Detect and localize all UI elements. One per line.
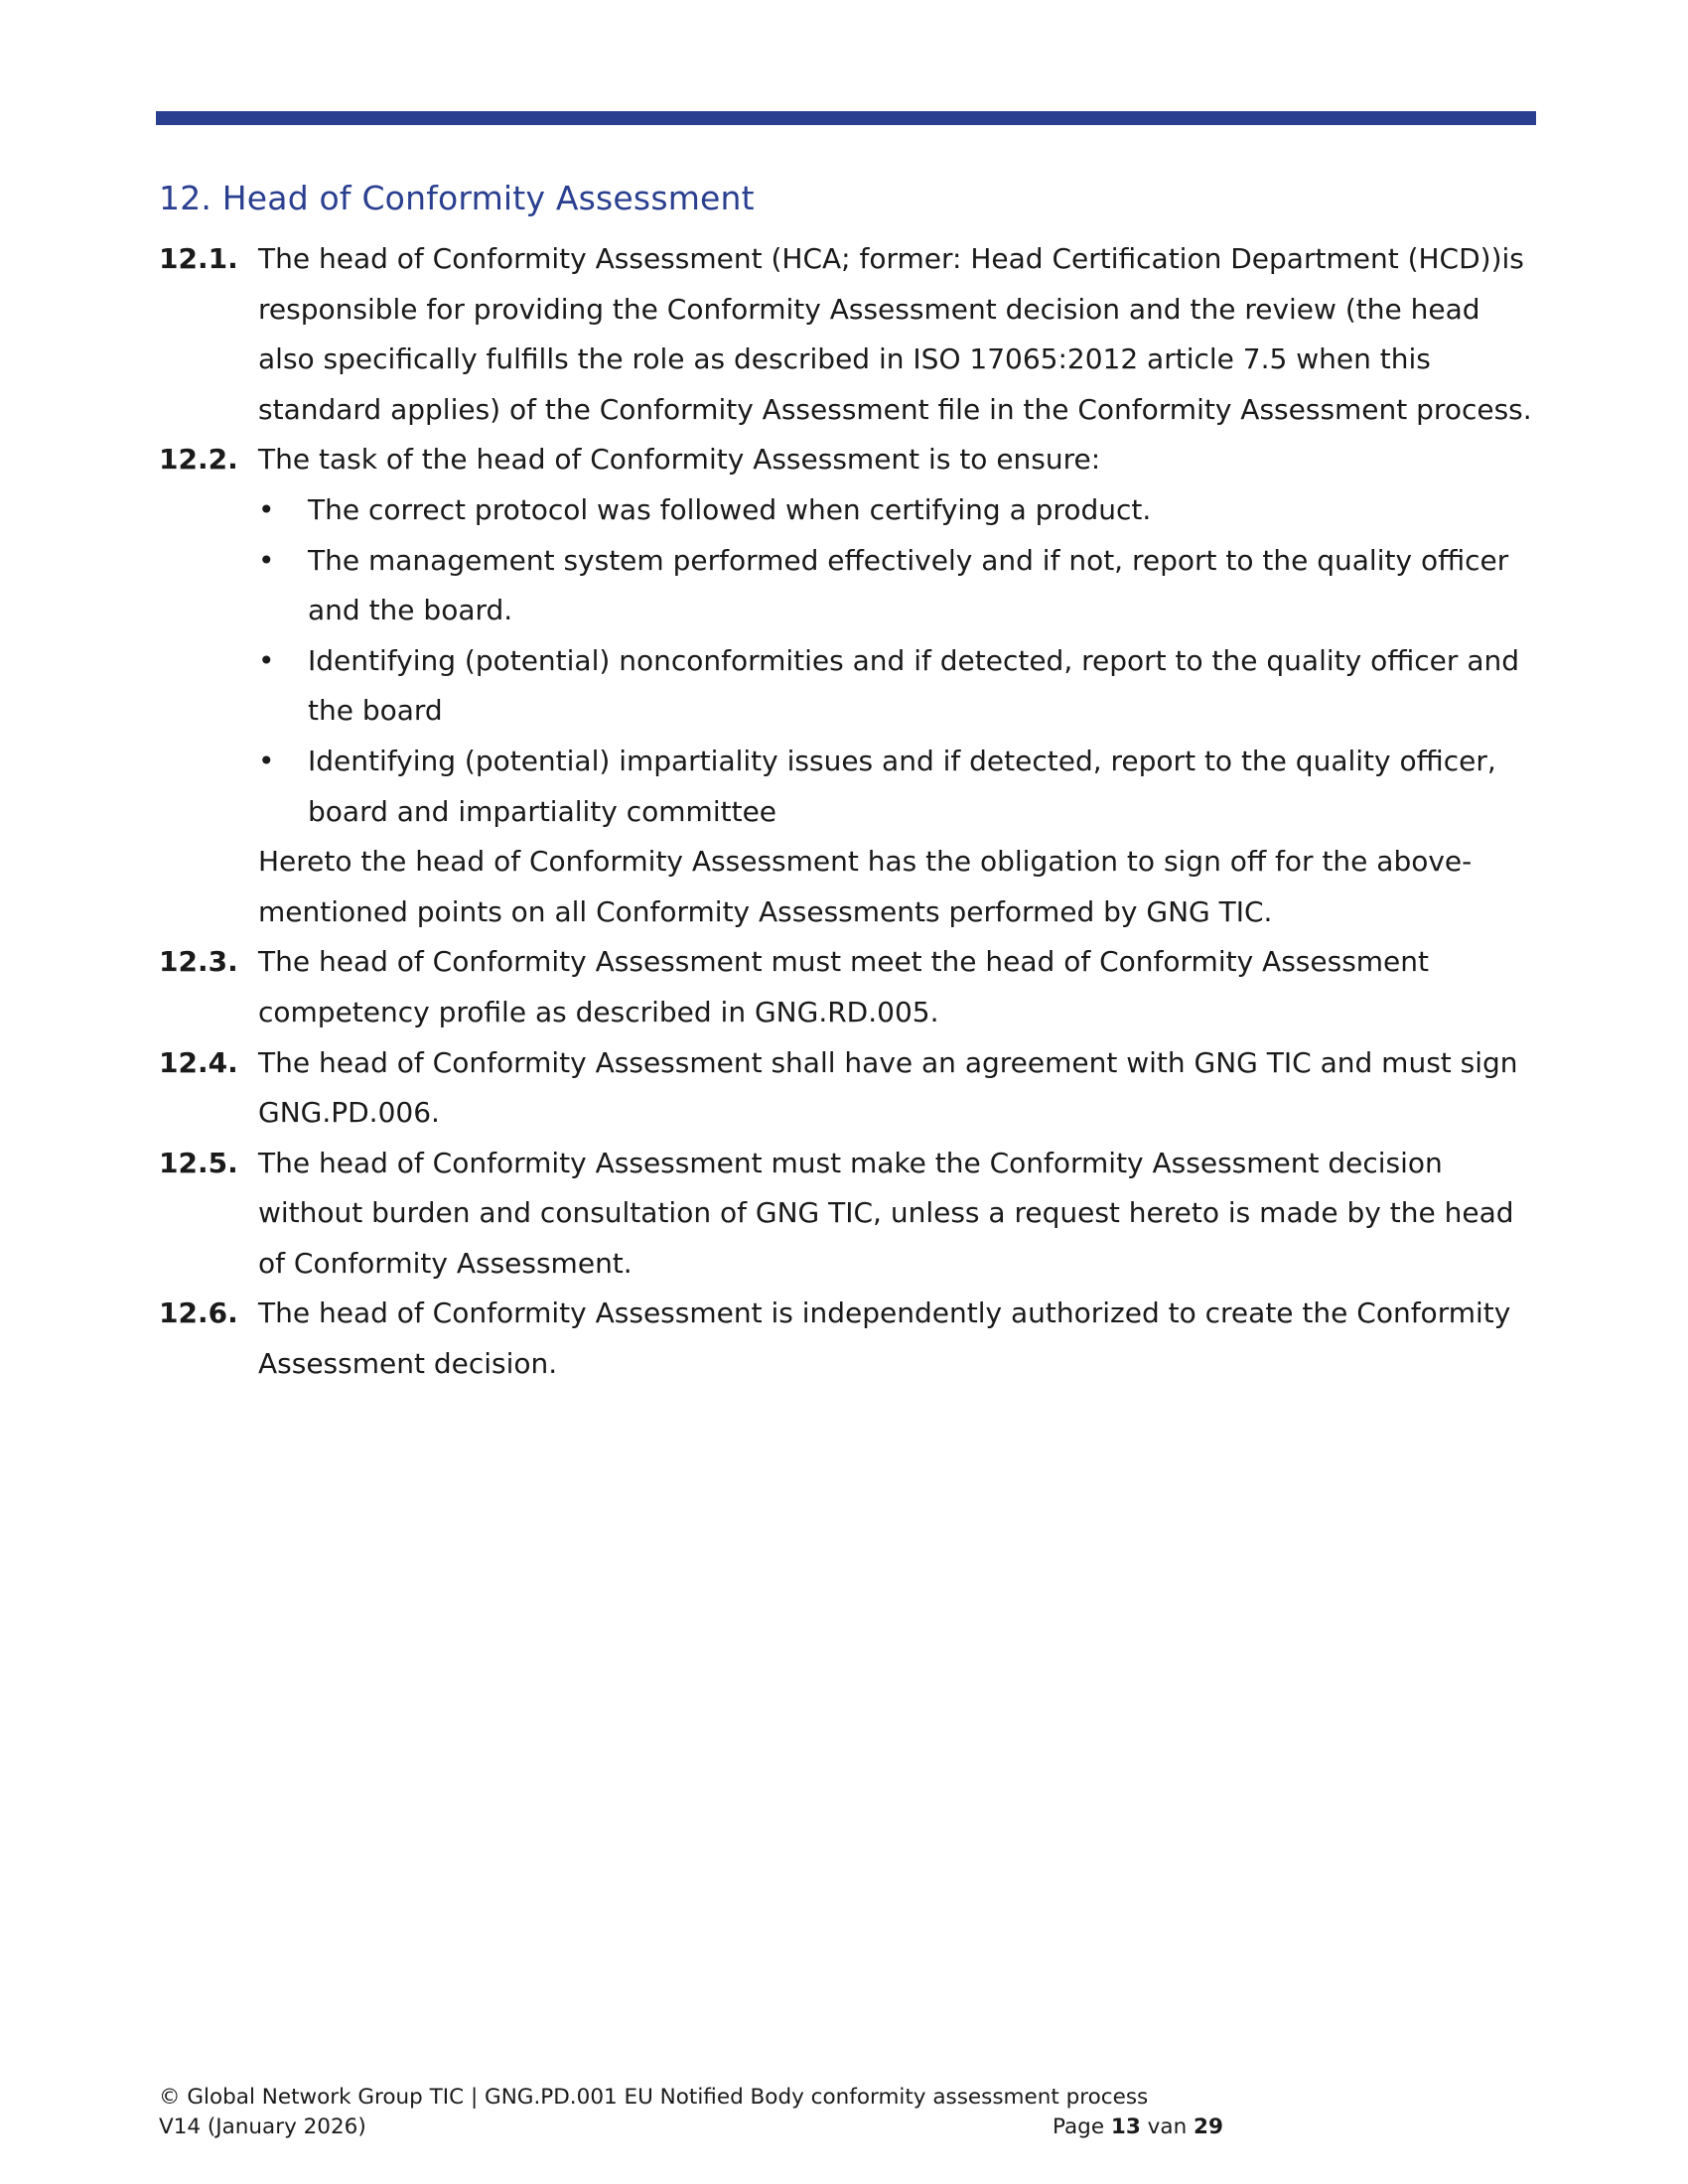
clause-number: 12.1.	[159, 242, 238, 275]
clause-12-6	[159, 1289, 1539, 1389]
page-number: Page 13 van 29	[1053, 2115, 1223, 2139]
bullet-icon: •	[258, 492, 275, 526]
clause-12-1	[159, 234, 1539, 435]
footer-copyright: © Global Network Group TIC | GNG.PD.001 EU Notified Body conformity assessment process	[159, 2085, 1149, 2110]
section-body	[159, 234, 1539, 1390]
list-item: • The correct protocol was followed when certifying a product.	[258, 485, 1539, 536]
section-title: 12. Head of Conformity Assessment	[159, 179, 755, 217]
list-item: • Identifying (potential) nonconformities and if detected, report to the quality officer and the board	[258, 636, 1539, 737]
clause-number: 12.4.	[159, 1045, 238, 1079]
clause-12-5	[159, 1139, 1539, 1290]
header-rule	[156, 111, 1536, 125]
clause-number: 12.2.	[159, 443, 238, 477]
clause-text: The task of the head of Conformity Assessment is to ensure:	[258, 443, 1101, 477]
clause-number: 12.3.	[159, 945, 238, 979]
clause-text: The head of Conformity Assessment must meet the head of Conformity Assessment competency profile as described in GNG.RD.005.	[258, 945, 1430, 1028]
list-item: • Identifying (potential) impartiality issues and if detected, report to the quality officer, board and impartiality committee	[258, 737, 1539, 837]
task-list	[258, 485, 1539, 837]
clause-12-4	[159, 1038, 1539, 1139]
clause-text: The head of Conformity Assessment (HCA; former: Head Certification Department (HCD))is responsible for providing the Conformity Assessment decision and the review (the head also specifically fulfills the role as described in ISO 17065:2012 article 7.5 when this standard applies) of the Conformity Assessment file in the Conformity Assessment process.	[258, 242, 1532, 426]
clause-text: The head of Conformity Assessment shall have an agreement with GNG TIC and must sign GNG.PD.006.	[258, 1045, 1518, 1130]
clause-number: 12.6.	[159, 1297, 238, 1330]
clause-12-2	[159, 435, 1539, 937]
list-item: • The management system performed effectively and if not, report to the quality officer and the board.	[258, 536, 1539, 636]
footer-version: V14 (January 2026)	[159, 2115, 366, 2139]
clause-text: The head of Conformity Assessment must make the Conformity Assessment decision without burden and consultation of GNG TIC, unless a request hereto is made by the head of Conformity Assessment.	[258, 1146, 1514, 1280]
clause-12-3	[159, 937, 1539, 1037]
page-footer	[159, 2083, 1231, 2142]
bullet-icon: •	[258, 643, 275, 677]
clause-note: Hereto the head of Conformity Assessment has the obligation to sign off for the above-mentioned points on all Conformity Assessments performed by GNG TIC.	[258, 845, 1473, 928]
clause-number: 12.5.	[159, 1146, 238, 1179]
clause-text: The head of Conformity Assessment is independently authorized to create the Conformity Assessment decision.	[258, 1297, 1511, 1381]
bullet-icon: •	[258, 744, 275, 777]
bullet-icon: •	[258, 543, 275, 577]
